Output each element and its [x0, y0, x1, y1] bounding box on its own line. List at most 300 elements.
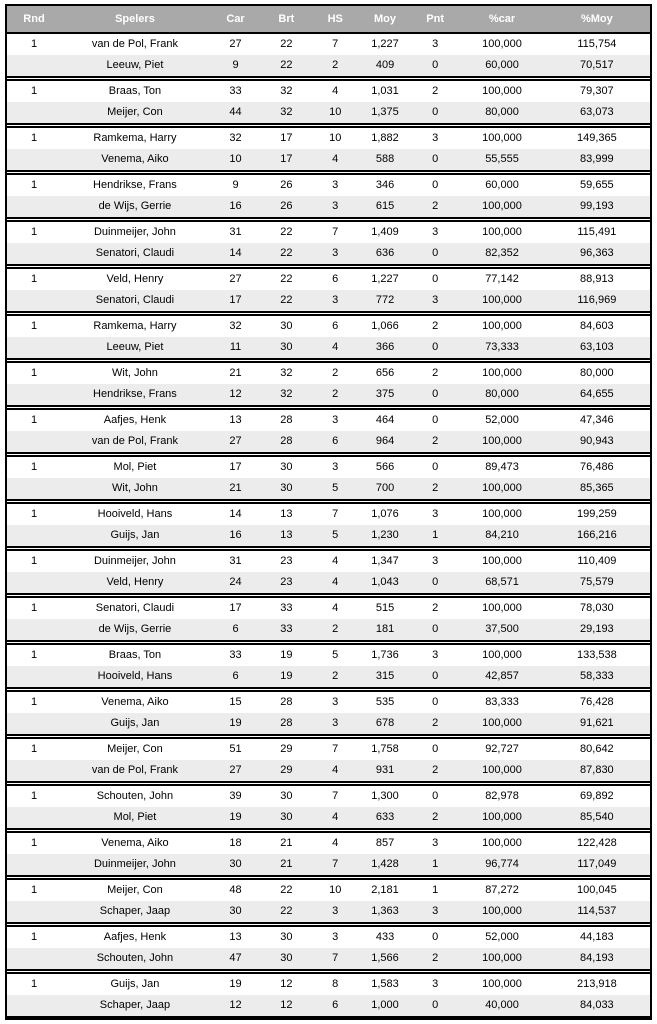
match-group	[7, 831, 650, 877]
table-row	[7, 243, 650, 264]
match-group	[7, 972, 650, 1018]
cell-player: Ramkema, Harry	[93, 132, 177, 144]
cell-rnd-empty	[7, 149, 61, 170]
cell-pnt: 2	[432, 85, 439, 97]
cell-rnd: 1	[30, 85, 38, 97]
column-header-moy: Moy	[374, 13, 397, 25]
table-row	[7, 666, 650, 687]
cell-moy: 366	[375, 341, 395, 353]
table-row	[7, 316, 650, 337]
cell-pmoy: 58,333	[580, 670, 614, 682]
cell-rnd: 1	[30, 226, 38, 238]
cell-hs: 3	[332, 905, 339, 917]
cell-brt: 13	[280, 529, 293, 541]
cell-moy: 433	[375, 931, 395, 943]
cell-pnt: 2	[432, 764, 439, 776]
cell-pnt: 2	[432, 811, 439, 823]
cell-rnd-empty	[7, 55, 61, 76]
cell-pcar: 52,000	[485, 414, 519, 426]
cell-pcar: 52,000	[485, 931, 519, 943]
cell-moy: 1,428	[371, 858, 399, 870]
table-row	[7, 901, 650, 922]
cell-hs: 3	[332, 200, 339, 212]
cell-moy: 700	[375, 482, 395, 494]
table-row	[7, 807, 650, 828]
cell-pmoy: 47,346	[580, 414, 614, 426]
cell-pnt: 3	[432, 132, 439, 144]
cell-player: Schouten, John	[96, 790, 174, 802]
cell-brt: 13	[280, 508, 293, 520]
cell-pcar: 82,352	[485, 247, 519, 259]
cell-rnd: 1	[30, 931, 38, 943]
cell-player: Schaper, Jaap	[99, 999, 171, 1011]
cell-moy: 1,758	[371, 743, 399, 755]
cell-player: van de Pol, Frank	[91, 435, 179, 447]
cell-pmoy: 69,892	[580, 790, 614, 802]
cell-hs: 3	[332, 247, 339, 259]
cell-pmoy: 166,216	[576, 529, 617, 541]
cell-moy: 636	[375, 247, 395, 259]
cell-rnd: 1	[30, 743, 38, 755]
cell-player: Wit, John	[112, 482, 158, 494]
cell-moy: 375	[375, 388, 395, 400]
cell-pcar: 100,000	[482, 85, 522, 97]
column-header-pmoy: %Moy	[580, 13, 613, 25]
cell-brt: 30	[280, 320, 293, 332]
column-header-pnt: Pnt	[426, 13, 445, 25]
cell-moy: 1,566	[371, 952, 399, 964]
cell-pmoy: 84,193	[580, 952, 614, 964]
cell-pmoy: 91,621	[580, 717, 614, 729]
match-group	[7, 79, 650, 125]
cell-pcar: 68,571	[485, 576, 519, 588]
cell-moy: 535	[375, 696, 395, 708]
cell-pcar: 100,000	[482, 38, 522, 50]
cell-hs: 10	[329, 106, 342, 118]
table-row	[7, 619, 650, 640]
cell-rnd-empty	[7, 995, 61, 1016]
match-group	[7, 173, 650, 219]
table-row	[7, 55, 650, 76]
cell-moy: 2,181	[371, 884, 399, 896]
cell-hs: 2	[332, 367, 339, 379]
cell-pmoy: 63,103	[580, 341, 614, 353]
cell-pcar: 100,000	[482, 482, 522, 494]
cell-hs: 3	[332, 696, 339, 708]
table-row	[7, 457, 650, 478]
cell-moy: 1,300	[371, 790, 399, 802]
cell-pmoy: 85,365	[580, 482, 614, 494]
cell-player: Venema, Aiko	[101, 153, 169, 165]
cell-pcar: 96,774	[485, 858, 519, 870]
cell-brt: 26	[280, 179, 293, 191]
match-group	[7, 408, 650, 454]
cell-hs: 3	[332, 717, 339, 729]
cell-brt: 21	[280, 837, 293, 849]
cell-player: Guijs, Jan	[110, 978, 160, 990]
cell-hs: 7	[332, 38, 339, 50]
cell-car: 13	[229, 414, 242, 426]
cell-pcar: 92,727	[485, 743, 519, 755]
cell-car: 17	[229, 602, 242, 614]
cell-player: de Wijs, Gerrie	[98, 200, 172, 212]
cell-rnd-empty	[7, 290, 61, 311]
cell-moy: 1,227	[371, 273, 399, 285]
cell-brt: 29	[280, 743, 293, 755]
cell-brt: 22	[280, 294, 293, 306]
cell-hs: 5	[332, 482, 339, 494]
match-group	[7, 314, 650, 360]
cell-brt: 30	[280, 341, 293, 353]
table-row	[7, 572, 650, 593]
column-header-spelers: Spelers	[115, 13, 155, 25]
cell-moy: 1,409	[371, 226, 399, 238]
cell-hs: 5	[332, 529, 339, 541]
cell-hs: 3	[332, 179, 339, 191]
cell-player: Duinmeijer, John	[93, 226, 176, 238]
cell-pmoy: 115,491	[577, 226, 617, 238]
cell-pnt: 3	[432, 226, 439, 238]
cell-hs: 7	[332, 743, 339, 755]
cell-hs: 2	[332, 59, 339, 71]
cell-car: 16	[229, 529, 242, 541]
cell-pcar: 42,857	[485, 670, 519, 682]
cell-moy: 1,583	[371, 978, 399, 990]
cell-pmoy: 44,183	[580, 931, 614, 943]
cell-pcar: 40,000	[485, 999, 519, 1011]
cell-pcar: 100,000	[482, 952, 522, 964]
cell-pcar: 100,000	[482, 764, 522, 776]
cell-pmoy: 110,409	[577, 555, 617, 567]
cell-moy: 1,230	[371, 529, 399, 541]
cell-moy: 515	[375, 602, 395, 614]
cell-player: Guijs, Jan	[110, 717, 160, 729]
cell-car: 13	[229, 931, 242, 943]
cell-hs: 7	[332, 952, 339, 964]
cell-player: Hendrikse, Frans	[93, 179, 177, 191]
cell-pnt: 0	[432, 179, 439, 191]
cell-pnt: 0	[432, 388, 439, 400]
table-row	[7, 34, 650, 55]
cell-pmoy: 116,969	[577, 294, 617, 306]
cell-player: Aafjes, Henk	[103, 931, 167, 943]
cell-hs: 4	[332, 85, 339, 97]
cell-brt: 23	[280, 555, 293, 567]
cell-pmoy: 63,073	[580, 106, 614, 118]
cell-hs: 7	[332, 790, 339, 802]
cell-brt: 22	[280, 226, 293, 238]
cell-pcar: 82,978	[485, 790, 519, 802]
cell-car: 27	[229, 273, 242, 285]
cell-rnd: 1	[30, 696, 38, 708]
match-group	[7, 126, 650, 172]
cell-brt: 21	[280, 858, 293, 870]
match-group	[7, 596, 650, 642]
cell-car: 30	[229, 905, 242, 917]
cell-hs: 4	[332, 341, 339, 353]
cell-car: 19	[229, 978, 242, 990]
cell-hs: 4	[332, 811, 339, 823]
cell-pnt: 0	[432, 106, 439, 118]
cell-car: 47	[229, 952, 242, 964]
cell-player: Aafjes, Henk	[103, 414, 167, 426]
table-row	[7, 504, 650, 525]
cell-moy: 1,347	[371, 555, 399, 567]
cell-rnd: 1	[30, 367, 38, 379]
cell-moy: 1,031	[371, 85, 399, 97]
cell-rnd-empty	[7, 807, 61, 828]
cell-rnd: 1	[30, 884, 38, 896]
cell-player: Meijer, Con	[107, 743, 163, 755]
table-row	[7, 880, 650, 901]
match-group	[7, 267, 650, 313]
cell-player: Braas, Ton	[108, 85, 162, 97]
cell-pmoy: 83,999	[580, 153, 614, 165]
cell-brt: 32	[280, 106, 293, 118]
cell-moy: 1,043	[371, 576, 399, 588]
cell-rnd: 1	[30, 837, 38, 849]
match-group	[7, 690, 650, 736]
cell-car: 27	[229, 764, 242, 776]
cell-car: 48	[229, 884, 242, 896]
cell-hs: 3	[332, 294, 339, 306]
cell-player: Hendrikse, Frans	[93, 388, 177, 400]
cell-pnt: 3	[432, 508, 439, 520]
cell-pnt: 3	[432, 837, 439, 849]
cell-moy: 615	[375, 200, 395, 212]
cell-hs: 4	[332, 764, 339, 776]
cell-car: 51	[229, 743, 242, 755]
cell-brt: 26	[280, 200, 293, 212]
cell-pcar: 100,000	[482, 837, 522, 849]
cell-rnd-empty	[7, 854, 61, 875]
cell-pcar: 100,000	[482, 905, 522, 917]
cell-pnt: 3	[432, 978, 439, 990]
cell-player: Hooiveld, Hans	[97, 670, 173, 682]
cell-pcar: 100,000	[482, 200, 522, 212]
cell-brt: 22	[280, 59, 293, 71]
match-group	[7, 220, 650, 266]
cell-brt: 28	[280, 435, 293, 447]
cell-rnd-empty	[7, 619, 61, 640]
cell-pmoy: 75,579	[580, 576, 614, 588]
cell-pnt: 0	[432, 414, 439, 426]
cell-pnt: 0	[432, 999, 439, 1011]
cell-hs: 7	[332, 508, 339, 520]
cell-moy: 315	[375, 670, 395, 682]
table-row	[7, 102, 650, 123]
cell-pcar: 37,500	[485, 623, 519, 635]
cell-moy: 964	[375, 435, 395, 447]
cell-player: Braas, Ton	[108, 649, 162, 661]
cell-rnd-empty	[7, 337, 61, 358]
cell-brt: 12	[280, 978, 293, 990]
table-row	[7, 713, 650, 734]
match-results-table	[5, 4, 652, 1020]
cell-hs: 4	[332, 837, 339, 849]
cell-rnd-empty	[7, 431, 61, 452]
cell-player: Duinmeijer, John	[93, 555, 176, 567]
cell-hs: 6	[332, 320, 339, 332]
table-row	[7, 692, 650, 713]
cell-player: Mol, Piet	[113, 461, 157, 473]
cell-brt: 32	[280, 388, 293, 400]
cell-pmoy: 85,540	[580, 811, 614, 823]
cell-pcar: 77,142	[485, 273, 519, 285]
cell-pcar: 55,555	[485, 153, 519, 165]
cell-rnd: 1	[30, 132, 38, 144]
cell-moy: 181	[375, 623, 395, 635]
cell-pnt: 3	[432, 555, 439, 567]
match-group	[7, 549, 650, 595]
cell-rnd-empty	[7, 572, 61, 593]
match-group	[7, 32, 650, 78]
cell-moy: 1,363	[371, 905, 399, 917]
cell-rnd: 1	[30, 790, 38, 802]
cell-brt: 28	[280, 717, 293, 729]
cell-pmoy: 80,000	[580, 367, 614, 379]
match-group	[7, 455, 650, 501]
cell-pcar: 100,000	[482, 367, 522, 379]
match-group	[7, 361, 650, 407]
cell-moy: 346	[375, 179, 395, 191]
cell-pnt: 3	[432, 649, 439, 661]
cell-pcar: 100,000	[482, 226, 522, 238]
cell-hs: 6	[332, 435, 339, 447]
table-row	[7, 927, 650, 948]
cell-car: 6	[232, 670, 239, 682]
cell-pnt: 0	[432, 696, 439, 708]
cell-hs: 8	[332, 978, 339, 990]
cell-hs: 6	[332, 273, 339, 285]
cell-pmoy: 87,830	[580, 764, 614, 776]
column-header-pcar: %car	[488, 13, 516, 25]
cell-brt: 22	[280, 884, 293, 896]
match-group	[7, 784, 650, 830]
cell-pnt: 2	[432, 482, 439, 494]
column-header-brt: Brt	[278, 13, 295, 25]
cell-player: Venema, Aiko	[101, 696, 169, 708]
cell-player: de Wijs, Gerrie	[98, 623, 172, 635]
cell-player: van de Pol, Frank	[91, 38, 179, 50]
table-header	[7, 6, 650, 32]
cell-pnt: 0	[432, 247, 439, 259]
cell-car: 19	[229, 811, 242, 823]
cell-brt: 30	[280, 952, 293, 964]
cell-pmoy: 213,918	[576, 978, 617, 990]
table-row	[7, 995, 650, 1016]
cell-rnd-empty	[7, 478, 61, 499]
cell-player: Senatori, Claudi	[95, 602, 175, 614]
cell-pcar: 60,000	[485, 179, 519, 191]
cell-brt: 29	[280, 764, 293, 776]
cell-moy: 1,882	[371, 132, 399, 144]
cell-pmoy: 96,363	[580, 247, 614, 259]
cell-moy: 656	[375, 367, 395, 379]
cell-hs: 4	[332, 555, 339, 567]
cell-rnd: 1	[30, 38, 38, 50]
cell-rnd-empty	[7, 713, 61, 734]
cell-player: Leeuw, Piet	[106, 59, 164, 71]
cell-moy: 464	[375, 414, 395, 426]
cell-car: 31	[229, 555, 242, 567]
table-body	[7, 32, 650, 1018]
cell-pmoy: 100,045	[576, 884, 617, 896]
cell-brt: 17	[280, 132, 293, 144]
cell-rnd: 1	[30, 273, 38, 285]
cell-pcar: 100,000	[482, 602, 522, 614]
cell-pcar: 100,000	[482, 649, 522, 661]
cell-pcar: 84,210	[485, 529, 519, 541]
cell-pnt: 2	[432, 602, 439, 614]
cell-car: 33	[229, 649, 242, 661]
cell-pnt: 2	[432, 952, 439, 964]
table-row	[7, 175, 650, 196]
cell-rnd-empty	[7, 901, 61, 922]
cell-pcar: 73,333	[485, 341, 519, 353]
cell-pmoy: 76,428	[580, 696, 614, 708]
cell-pcar: 87,272	[485, 884, 519, 896]
cell-pnt: 0	[432, 59, 439, 71]
cell-rnd-empty	[7, 196, 61, 217]
table-row	[7, 551, 650, 572]
cell-car: 14	[229, 508, 242, 520]
cell-pcar: 100,000	[482, 294, 522, 306]
cell-moy: 633	[375, 811, 395, 823]
cell-rnd-empty	[7, 760, 61, 781]
table-row	[7, 760, 650, 781]
cell-car: 12	[229, 999, 242, 1011]
cell-player: Senatori, Claudi	[95, 294, 175, 306]
table-row	[7, 149, 650, 170]
cell-brt: 22	[280, 247, 293, 259]
cell-hs: 3	[332, 414, 339, 426]
cell-player: Wit, John	[112, 367, 158, 379]
cell-hs: 2	[332, 388, 339, 400]
cell-pcar: 100,000	[482, 435, 522, 447]
cell-hs: 2	[332, 623, 339, 635]
cell-pcar: 100,000	[482, 132, 522, 144]
cell-pmoy: 79,307	[580, 85, 614, 97]
cell-pmoy: 88,913	[580, 273, 614, 285]
cell-rnd: 1	[30, 978, 38, 990]
table-row	[7, 645, 650, 666]
cell-brt: 19	[280, 649, 293, 661]
cell-pnt: 0	[432, 461, 439, 473]
cell-brt: 22	[280, 38, 293, 50]
cell-car: 39	[229, 790, 242, 802]
cell-player: Meijer, Con	[107, 106, 163, 118]
cell-car: 17	[229, 461, 242, 473]
cell-rnd-empty	[7, 243, 61, 264]
cell-pnt: 0	[432, 576, 439, 588]
cell-player: Mol, Piet	[113, 811, 157, 823]
table-row	[7, 833, 650, 854]
cell-hs: 2	[332, 670, 339, 682]
cell-pnt: 3	[432, 294, 439, 306]
cell-car: 12	[229, 388, 242, 400]
cell-hs: 7	[332, 858, 339, 870]
cell-car: 30	[229, 858, 242, 870]
match-group	[7, 925, 650, 971]
cell-pcar: 100,000	[482, 555, 522, 567]
cell-rnd: 1	[30, 414, 38, 426]
cell-pmoy: 117,049	[577, 858, 617, 870]
cell-pcar: 89,473	[485, 461, 519, 473]
table-row	[7, 81, 650, 102]
cell-pcar: 60,000	[485, 59, 519, 71]
cell-pcar: 100,000	[482, 811, 522, 823]
